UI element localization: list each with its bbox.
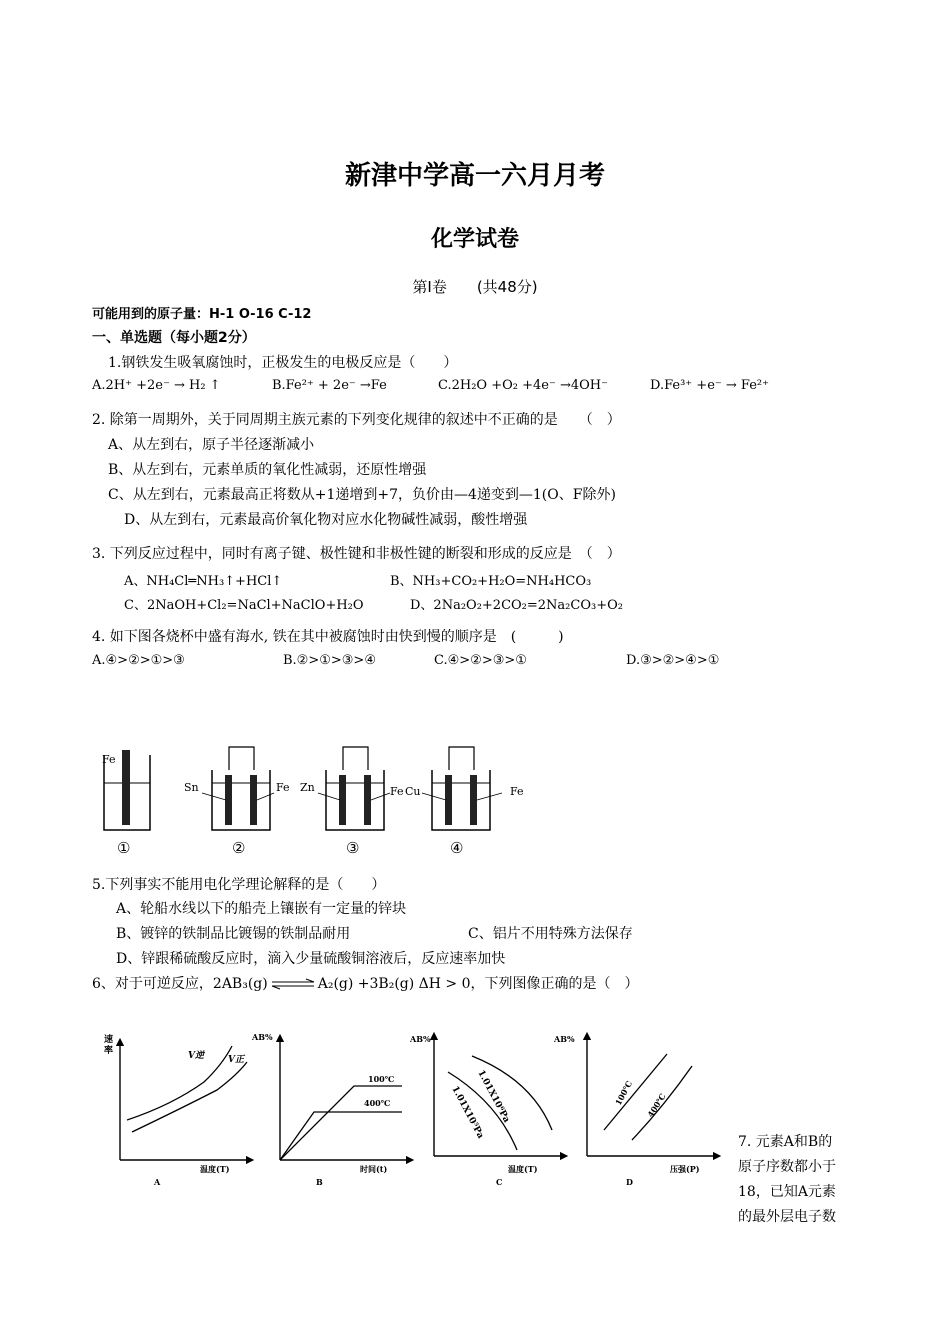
page-title: 新津中学高一六月月考 — [344, 161, 605, 191]
atomic-mass-note: 可能用到的原子量：H-1 O-16 C-12 — [92, 307, 312, 322]
graph-d-xlabel: 压强(P) — [670, 1164, 700, 1174]
graph-a-tag: A — [154, 1177, 161, 1187]
graph-d-curve-label-2: 400℃ — [645, 1091, 668, 1120]
q2-option-c: C、从左到右，元素最高正将数从+1递增到+7，负价由—4递变到—1(O、F除外) — [108, 487, 616, 503]
q4-option-b: B.②>①>③>④ — [283, 653, 376, 668]
beaker3-right-label: Fe — [390, 785, 404, 798]
q7-line-3: 18，已知A元素 — [738, 1184, 836, 1200]
beaker1-number: ① — [117, 839, 131, 857]
q5-option-d: D、锌跟稀硫酸反应时，滴入少量硫酸铜溶液后，反应速率加快 — [116, 951, 506, 967]
graph-b-tag: B — [316, 1177, 323, 1187]
graph-d — [553, 1034, 717, 1187]
q4-option-c: C.④>②>③>① — [434, 653, 527, 668]
q1-stem: 1.钢铁发生吸氧腐蚀时，正极发生的电极反应是（ ） — [108, 355, 458, 371]
reversible-arrow-icon — [270, 978, 316, 990]
q3-option-a: A、NH₄Cl═NH₃↑+HCl↑ — [124, 574, 283, 589]
graph-a-ylabel2: 率 — [104, 1046, 114, 1056]
q5-option-c: C、铝片不用特殊方法保存 — [468, 926, 633, 942]
beaker4-number: ④ — [450, 839, 464, 857]
beaker2-left-label: Sn — [184, 781, 199, 794]
q5-stem: 5.下列事实不能用电化学理论解释的是（ ） — [92, 877, 386, 893]
q6-stem-pre: 6、对于可逆反应，2AB₃(g) — [92, 976, 268, 992]
q3-option-c: C、2NaOH+Cl₂=NaCl+NaClO+H₂O — [124, 598, 364, 613]
q7-line-4: 的最外层电子数 — [738, 1209, 836, 1225]
graph-a-curve-label-2: V正 — [228, 1055, 244, 1065]
q7-line-1: 7. 元素A和B的 — [738, 1134, 833, 1150]
graph-d-curve-100 — [604, 1054, 667, 1130]
q4-option-d: D.③>②>④>① — [626, 653, 720, 668]
q3-option-d: D、2Na₂O₂+2CO₂=2Na₂CO₃+O₂ — [410, 598, 623, 613]
beaker-1 — [102, 750, 150, 857]
beaker3-number: ③ — [346, 839, 360, 857]
graph-b-curve-label-2: 400℃ — [364, 1098, 391, 1108]
q2-option-a: A、从左到右，原子半径逐渐减小 — [108, 437, 315, 453]
graph-c-curve-label-1: 1.01X10⁶Pa — [475, 1068, 512, 1125]
beaker2-right-label: Fe — [276, 781, 290, 794]
q6-stem-post: A₂(g) +3B₂(g) ΔH > 0，下列图像正确的是（ ） — [317, 976, 639, 992]
graph-c-curve-label-2: 1.01X10⁵Pa — [449, 1084, 486, 1141]
q4-stem: 4. 如下图各烧杯中盛有海水, 铁在其中被腐蚀时由快到慢的顺序是 ( ) — [92, 629, 564, 645]
graph-c — [409, 1034, 564, 1187]
q5-option-a: A、轮船水线以下的船壳上镶嵌有一定量的锌块 — [116, 901, 407, 917]
graph-c-tag: C — [496, 1177, 503, 1187]
beaker3-left-label: Zn — [300, 781, 315, 794]
beakers-figure — [92, 735, 532, 860]
graph-b-curve-label-1: 100℃ — [368, 1074, 395, 1084]
beaker4-left-label: Cu — [405, 785, 421, 798]
graph-d-curve-label-1: 100℃ — [612, 1079, 635, 1107]
graph-b-ylabel: AB% — [252, 1032, 273, 1042]
graph-c-ylabel: AB% — [410, 1034, 431, 1044]
q5-option-b: B、镀锌的铁制品比镀锡的铁制品耐用 — [116, 926, 351, 942]
graph-c-curve-1 — [472, 1056, 552, 1130]
beaker2-number: ② — [232, 839, 246, 857]
graph-b-xlabel: 时间(t) — [360, 1164, 388, 1174]
q1-option-c: C.2H₂O +O₂ +4e⁻ →4OH⁻ — [438, 378, 608, 393]
beaker1-electrode-label: Fe — [102, 753, 116, 766]
q7-line-2: 原子序数都小于 — [738, 1159, 836, 1175]
volume-label: 第Ⅰ卷 (共48分) — [412, 278, 538, 296]
q6-stem — [92, 973, 639, 993]
q2-option-d: D、从左到右，元素最高价氧化物对应水化物碱性减弱，酸性增强 — [124, 512, 528, 528]
q3-stem: 3. 下列反应过程中，同时有离子键、极性键和非极性键的断裂和形成的反应是 （ ） — [92, 546, 621, 562]
beaker4-right-label: Fe — [510, 785, 524, 798]
graph-d-ylabel: AB% — [554, 1034, 575, 1044]
graph-a-ylabel: 速 — [104, 1035, 114, 1045]
q1-option-a: A.2H⁺ +2e⁻ → H₂ ↑ — [92, 378, 221, 393]
q2-option-b: B、从左到右，元素单质的氧化性减弱，还原性增强 — [108, 462, 427, 478]
q2-stem: 2. 除第一周期外，关于同周期主族元素的下列变化规律的叙述中不正确的是 （ ） — [92, 412, 621, 428]
q4-option-a: A.④>②>①>③ — [92, 653, 185, 668]
page-subtitle: 化学试卷 — [430, 227, 519, 252]
graph-a-xlabel: 温度(T) — [200, 1164, 230, 1174]
graph-b-curve-400 — [280, 1112, 402, 1160]
graph-c-xlabel: 温度(T) — [508, 1164, 538, 1174]
beaker-2 — [184, 747, 290, 857]
graph-a — [104, 1033, 250, 1187]
graph-d-tag: D — [626, 1177, 633, 1187]
graph-b — [251, 1032, 410, 1187]
q6-graphs — [92, 1020, 732, 1195]
section-heading: 一、单选题（每小题2分） — [92, 330, 256, 346]
beaker-3 — [300, 747, 404, 857]
graph-a-curve-label-1: V逆 — [188, 1051, 204, 1061]
q1-option-d: D.Fe³⁺ +e⁻ → Fe²⁺ — [650, 378, 769, 393]
q1-option-b: B.Fe²⁺ + 2e⁻ →Fe — [272, 378, 387, 393]
q3-option-b: B、NH₃+CO₂+H₂O=NH₄HCO₃ — [390, 574, 592, 589]
beaker-4 — [405, 747, 524, 857]
graph-a-curve-forward — [132, 1062, 247, 1132]
